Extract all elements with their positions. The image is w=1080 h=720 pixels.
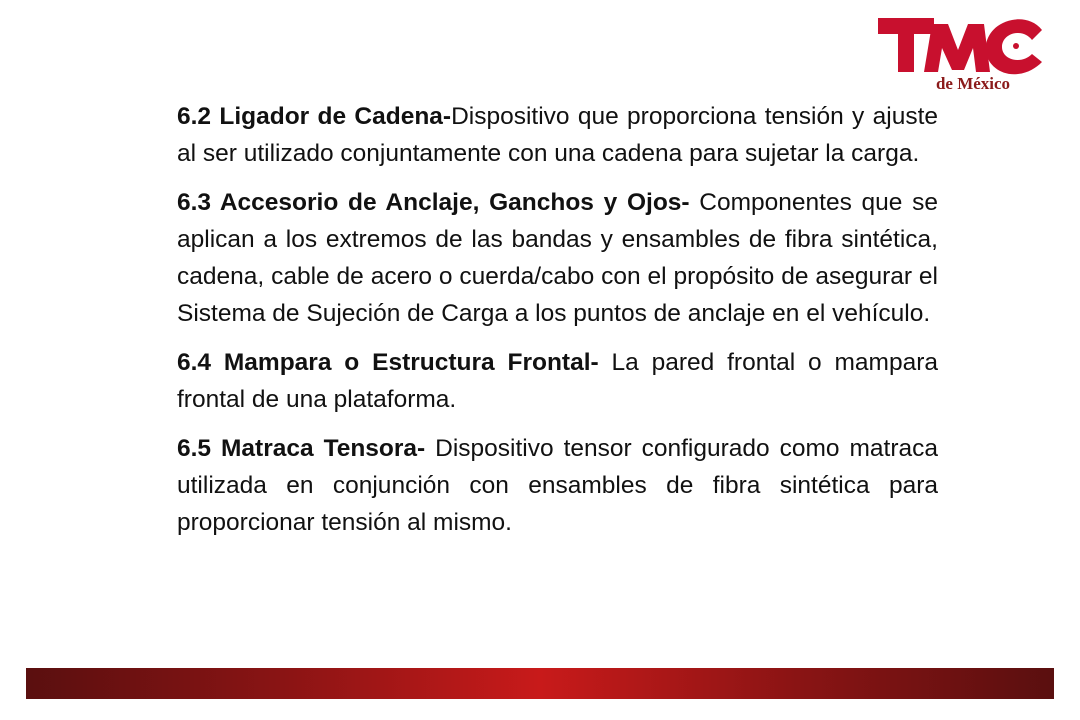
definition-heading: 6.4 Mampara o Estructura Frontal- bbox=[177, 349, 599, 376]
definition-heading: 6.3 Accesorio de Anclaje, Ganchos y Ojos- bbox=[177, 189, 690, 216]
definition-text: Componentes que se aplican a los extremos de las bandas y ensambles de fibra sintética, cadena, cable de acero o cuerda/cabo con el propósito de asegurar el Sistema de Sujeción de Carga a los puntos de anclaje en el vehículo. bbox=[177, 189, 938, 327]
definitions-list bbox=[177, 98, 938, 553]
definition-6-5 bbox=[177, 430, 938, 541]
definition-text: Dispositivo tensor configurado como matraca utilizada en conjunción con ensambles de fibra sintética para proporcionar tensión al mismo. bbox=[177, 435, 938, 536]
definition-heading: 6.2 Ligador de Cadena- bbox=[177, 103, 452, 130]
definition-6-2 bbox=[177, 98, 938, 172]
definition-6-3 bbox=[177, 184, 938, 332]
logo-subtitle: de México bbox=[935, 74, 1011, 93]
definition-text: La pared frontal o mampara frontal de una plataforma. bbox=[177, 349, 938, 413]
definition-heading: 6.5 Matraca Tensora- bbox=[177, 435, 426, 462]
footer-bar bbox=[26, 668, 1054, 699]
definition-6-4 bbox=[177, 344, 938, 418]
definition-text: Dispositivo que proporciona tensión y ajuste al ser utilizado conjuntamente con una cadena para sujetar la carga. bbox=[177, 103, 938, 167]
